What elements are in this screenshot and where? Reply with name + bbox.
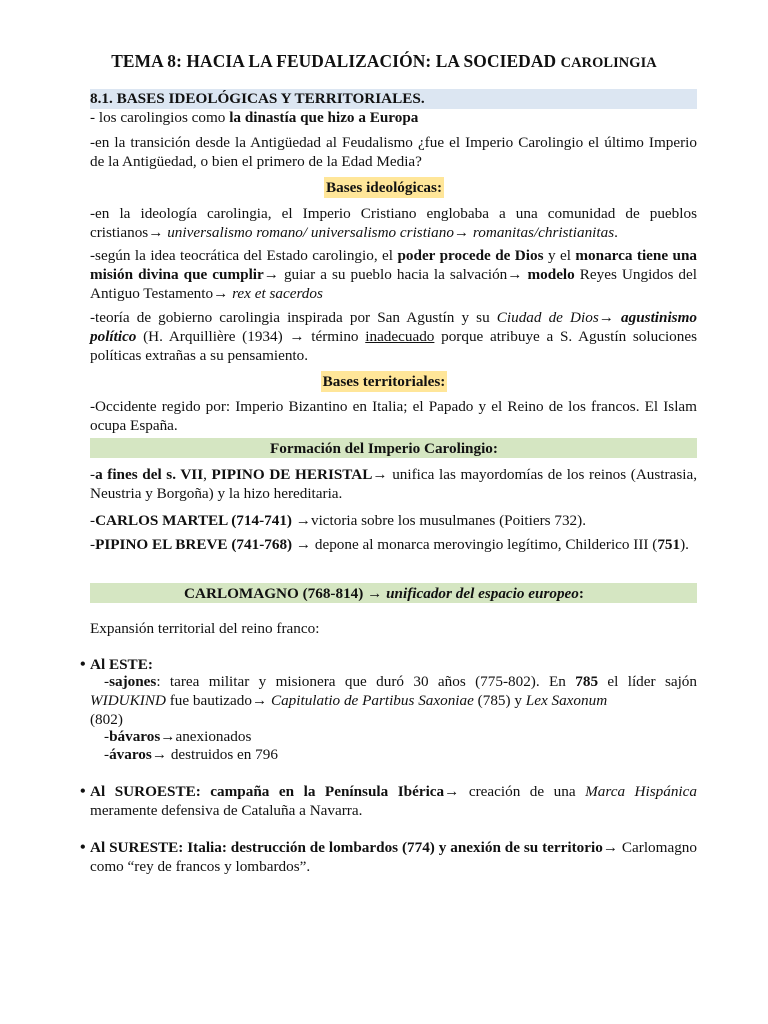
- martel-paragraph: -CARLOS MARTEL (714-741) →victoria sobre los musulmanes (Poitiers 732).: [90, 512, 586, 529]
- formacion-label: Formación del Imperio Carolingio:: [270, 440, 498, 457]
- teocracia-paragraph: -según la idea teocrática del Estado carolingio, el poder procede de Dios y el monarca tiene una misión divina que cumplir→ guiar a su pueblo hacia la salvación→ modelo Reyes Ungidos del Antiguo Testamento→ rex et sacerdos: [90, 247, 698, 302]
- expansion-intro: Expansión territorial del reino franco:: [90, 620, 320, 637]
- suroeste-paragraph: Al SUROESTE: campaña en la Península Ibérica→ creación de una Marca Hispánica meramente defensiva de Cataluña a Navarra.: [90, 783, 697, 819]
- sureste-paragraph: Al SURESTE: Italia: destrucción de lombardos (774) y anexión de su territorio→ Carlomagno como “rey de francos y lombardos”.: [90, 839, 697, 875]
- bullet-este: •: [80, 656, 86, 673]
- occidente-paragraph: -Occidente regido por: Imperio Bizantino en Italia; el Papado y el Reino de los francos. El Islam ocupa España.: [90, 398, 697, 434]
- sajones-year: (802): [90, 711, 123, 728]
- agustinismo-paragraph: -teoría de gobierno carolingia inspirada por San Agustín y su Ciudad de Dios→ agustinismo político (H. Arquillière (1934) → término inadecuado porque atribuye a S. Agustín soluciones políticas extrañas a su pensamiento.: [90, 309, 698, 364]
- este-label: Al ESTE:: [90, 656, 153, 673]
- bavaros-line: -bávaros→anexionados: [104, 728, 252, 745]
- ideologia-paragraph: -en la ideología carolingia, el Imperio Cristiano englobaba a una comunidad de pueblos cristianos→ universalismo romano/ universalismo cristiano→ romanitas/christianitas.: [90, 205, 697, 241]
- title-main: TEMA 8: HACIA LA FEUDALIZACIÓN: LA SOCIEDAD: [111, 51, 557, 71]
- bases-territoriales-label: Bases territoriales:: [322, 373, 446, 390]
- document-title: [60, 52, 708, 73]
- bases-ideologicas-label: Bases ideológicas:: [325, 179, 442, 196]
- bases-ideologicas-label-wrap: [0, 178, 768, 197]
- heristal-paragraph: -a fines del s. VII, PIPINO DE HERISTAL→ unifica las mayordomías de los reinos (Austrasia, Neustria y Borgoña) y la hizo hereditaria.: [90, 466, 697, 502]
- sajones-paragraph: -sajones: tarea militar y misionera que duró 30 años (775-802). En 785 el líder sajón WIDUKIND fue bautizado→ Capitulatio de Partibus Saxoniae (785) y Lex Saxonum: [90, 673, 697, 709]
- breve-paragraph: -PIPINO EL BREVE (741-768) → depone al monarca merovingio legítimo, Childerico III (751).: [90, 536, 689, 553]
- carlomagno-label: CARLOMAGNO (768-814) → unificador del espacio europeo:: [184, 585, 584, 602]
- carolingios-line: - los carolingios como la dinastía que hizo a Europa: [90, 109, 419, 126]
- bullet-suroeste: •: [80, 783, 86, 800]
- transicion-paragraph: -en la transición desde la Antigüedad al Feudalismo ¿fue el Imperio Carolingio el último Imperio de la Antigüedad, o bien el primero de la Edad Media?: [90, 134, 697, 170]
- section-heading: 8.1. BASES IDEOLÓGICAS Y TERRITORIALES.: [90, 90, 425, 107]
- bullet-sureste: •: [80, 839, 86, 856]
- bases-territoriales-label-wrap: [0, 372, 768, 391]
- title-small: CAROLINGIA: [560, 55, 657, 71]
- avaros-line: -ávaros→ destruidos en 796: [104, 746, 278, 763]
